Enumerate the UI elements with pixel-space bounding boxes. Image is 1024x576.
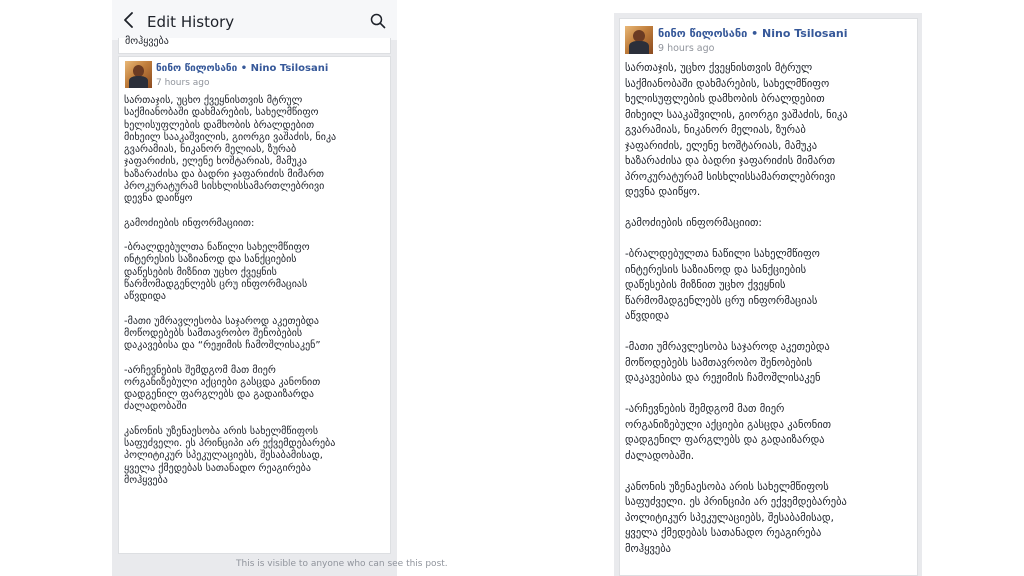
post-body-text: სართაჯის, უცხო ქვეყნისთვის მტრულ საქმიანობაში დახმარების, სახელმწიფო ხელისუფლების დამხობის ბრალდებით მიხეილ სააკაშვილის, გიორგი ვაშაძის, ნიკა გვარამიას, ნიკანორ მელიას, ზურაბ ჯაფარიძის, ელენე ხოშტარიას, მამუკა ხაზარაძისა და ბადრი ჯაფარიძის მიმართ პროკურატურამ სისხლისსამართლებრივი დევნა დაიწყო. გამოძიების ინფორმაციით: -ბრალდებულთა ნაწილი სახელმწიფო ინტერესის საზიანოდ და სანქციების დაწესების მიზნით უცხო ქვეყნის წარმომადგენლებს ცრუ ინფორმაციას აწვდიდა -მათი უმრავლესობა საჯაროდ აკეთებდა მოწოდებებს სამთავრობო შენობების დაკავებისა და რეჟიმის ჩამოშლისაკენ -არჩევნების შემდგომ მათ მიერ ორგანიზებული აქციები გასცდა კანონით დადგენილ ფარგლებს და გადაიზარდა ძალადობაში. კანონის უზენაესობა არის სახელმწიფოს საფუძველი. ეს პრინციპი არ ექვემდებარება პოლიტიკურ სპეკულაციებს, შესაბამისად, ყველა ქმედებას სათანადო რეაგირება მოჰყვება (625, 62, 848, 555)
post-body-text: სართაჯის, უცხო ქვეყნისთვის მტრულ საქმიანობაში დახმარების, სახელმწიფო ხელისუფლების დამხობის ბრალდებით მიხეილ სააკაშვილის, გიორგი ვაშაძის, ნიკა გვარამიას, ნიკანორ მელიას, ზურაბ ჯაფარიძის, ელენე ხოშტარიას, მამუკა ხაზარაძისა და ბადრი ჯაფარიძის მიმართ პროკურატურამ სისხლისსამართლებრივი დევნა დაიწყო გამოძიების ინფორმაციით: -ბრალდებულთა ნაწილი სახელმწიფო ინტერესის საზიანოდ და სანქციების დაწესების მიზნით უცხო ქვეყნის წარმომადგენლებს ცრუ ინფორმაციას აწვდიდა -მათი უმრავლესობა საჯაროდ აკეთებდა მოწოდებებს სამთავრობო შენობების დაკავებისა და “რეჟიმის ჩამოშლისაკენ” -არჩევნების შემდგომ მათ მიერ ორგანიზებული აქციები გასცდა კანონით დადგენილ ფარგლებს და გადაიზარდა ძალადობაში კანონის უზენაესობა არის სახელმწიფოს საფუძველი. ეს პრინციპი არ ექვემდებარება პოლიტიკურ სპეკულაციებს, შესაბამისად, ყველა ქმედებას სათანადო რეაგირება მოჰყვება (124, 95, 337, 486)
avatar[interactable] (625, 26, 653, 54)
search-icon[interactable] (370, 13, 386, 29)
post-timestamp: 7 hours ago (156, 78, 210, 88)
visibility-note: This is visible to anyone who can see this post. (236, 559, 448, 569)
avatar[interactable] (125, 61, 152, 88)
previous-version-card (118, 38, 391, 54)
back-arrow-icon[interactable] (122, 12, 136, 28)
page-title: Edit History (147, 13, 235, 31)
post-author[interactable]: ნინო წილოსანი • Nino Tsilosani (156, 63, 329, 74)
post-timestamp: 9 hours ago (658, 43, 715, 54)
app-header (112, 0, 397, 40)
post-author[interactable]: ნინო წილოსანი • Nino Tsilosani (658, 27, 848, 40)
previous-version-text: მოჰყვება (125, 36, 169, 47)
